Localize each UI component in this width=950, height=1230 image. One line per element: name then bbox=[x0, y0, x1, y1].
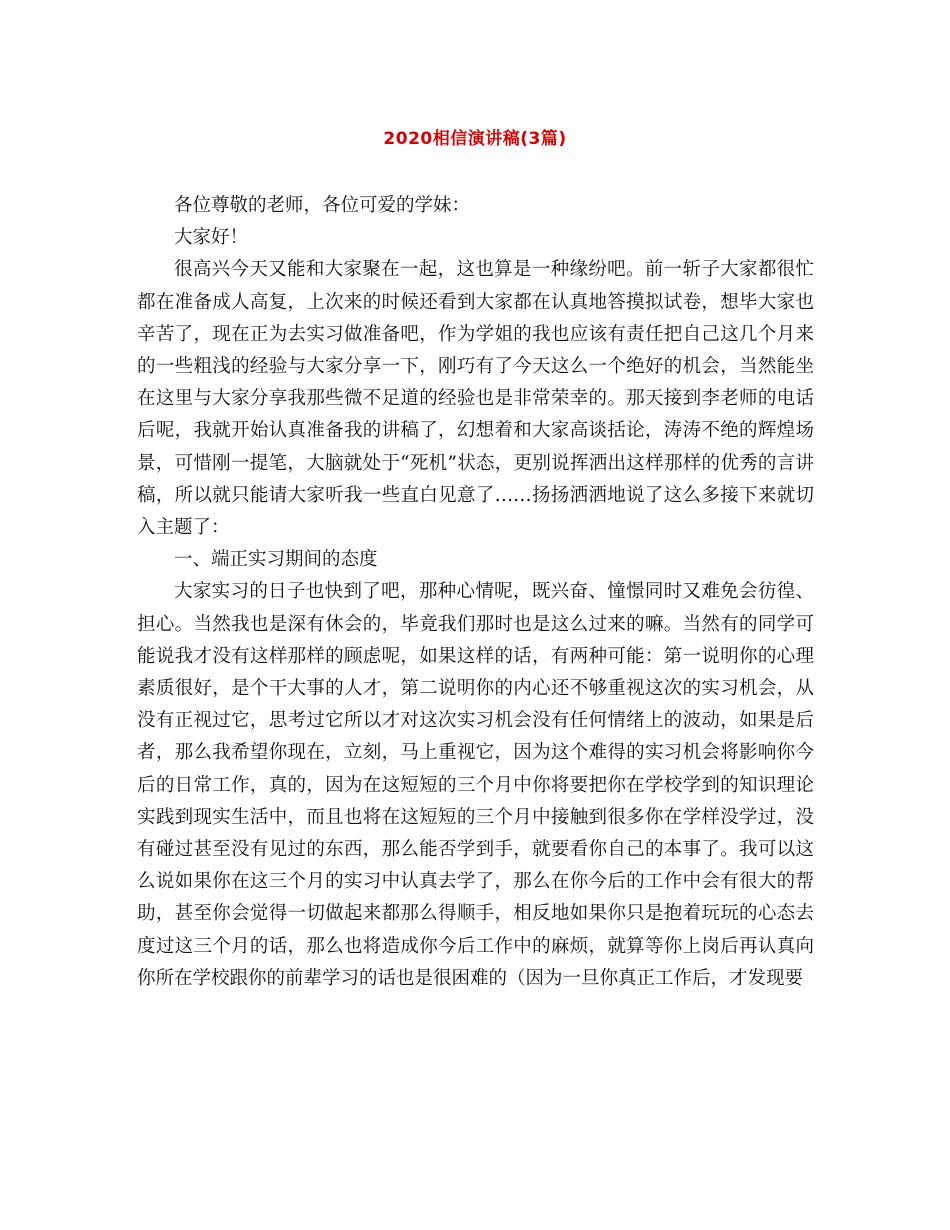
document-body bbox=[137, 190, 814, 995]
section-heading-attitude: 一、端正实习期间的态度 bbox=[174, 549, 378, 571]
paragraph-salutation: 各位尊敬的老师，各位可爱的学妹： bbox=[174, 195, 471, 216]
paragraph-greeting: 大家好！ bbox=[174, 227, 249, 249]
paragraph-attitude: 大家实习的日子也快到了吧，那种心情呢，既兴奋、憧憬同时又难免会彷徨、担心。当然我也是深有休会的，毕竟我们那时也是这么过来的嘛。当然有的同学可能说我才没有这样那样的顾虑呢，如果这样的话，有两种可能：第一说明你的心理素质很好，是个干大事的人才，第二说明你的内心还不够重视这次的实习机会，从没有正视过它，思考过它所以才对这次实习机会没有任何情绪上的波动，如果是后者，那么我希望你现在，立刻，马上重视它，因为这个难得的实习机会将影响你今后的日常工作，真的，因为在这短短的三个月中你将要把你在学校学到的知识理论实践到现实生活中，而且也将在这短短的三个月中接触到很多你在学样没学过，没有碰过甚至没有见过的东西，那么能否学到手，就要看你自己的本事了。我可以这么说如果你在这三个月的实习中认真去学了，那么在你今后的工作中会有很大的帮助，甚至你会觉得一切做起来都那么得顺手，相反地如果你只是抱着玩玩的心态去度过这三个月的话，那么也将造成你今后工作中的麻烦，就算等你上岗后再认真向你所在学校跟你的前辈学习的话也是很困难的（因为一旦你真正工作后，才发现要 bbox=[137, 581, 814, 989]
paragraph-introduction: 很高兴今天又能和大家聚在一起，这也算是一种缘纷吧。前一斩子大家都很忙都在准备成人高复，上次来的时候还看到大家都在认真地答摸拟试卷，想毕大家也辛苦了，现在正为去实习做准备吧，作为学姐的我也应该有责任把自己这几个月来的一些粗浅的经验与大家分享一下，刚巧有了今天这么一个绝好的机会，当然能坐在这里与大家分享我那些微不足道的经验也是非常荣幸的。那天接到李老师的电话后呢，我就开始认真准备我的讲稿了，幻想着和大家高谈括论，涛涛不绝的辉煌场景，可惜刚一提笔，大脑就处于“死机”状态，更别说挥洒出这样那样的优秀的言讲稿，所以就只能请大家听我一些直白见意了……扬扬洒洒地说了这么多接下来就切入主题了： bbox=[137, 259, 814, 539]
document-title: 2020相信演讲稿(3篇) bbox=[383, 129, 567, 149]
